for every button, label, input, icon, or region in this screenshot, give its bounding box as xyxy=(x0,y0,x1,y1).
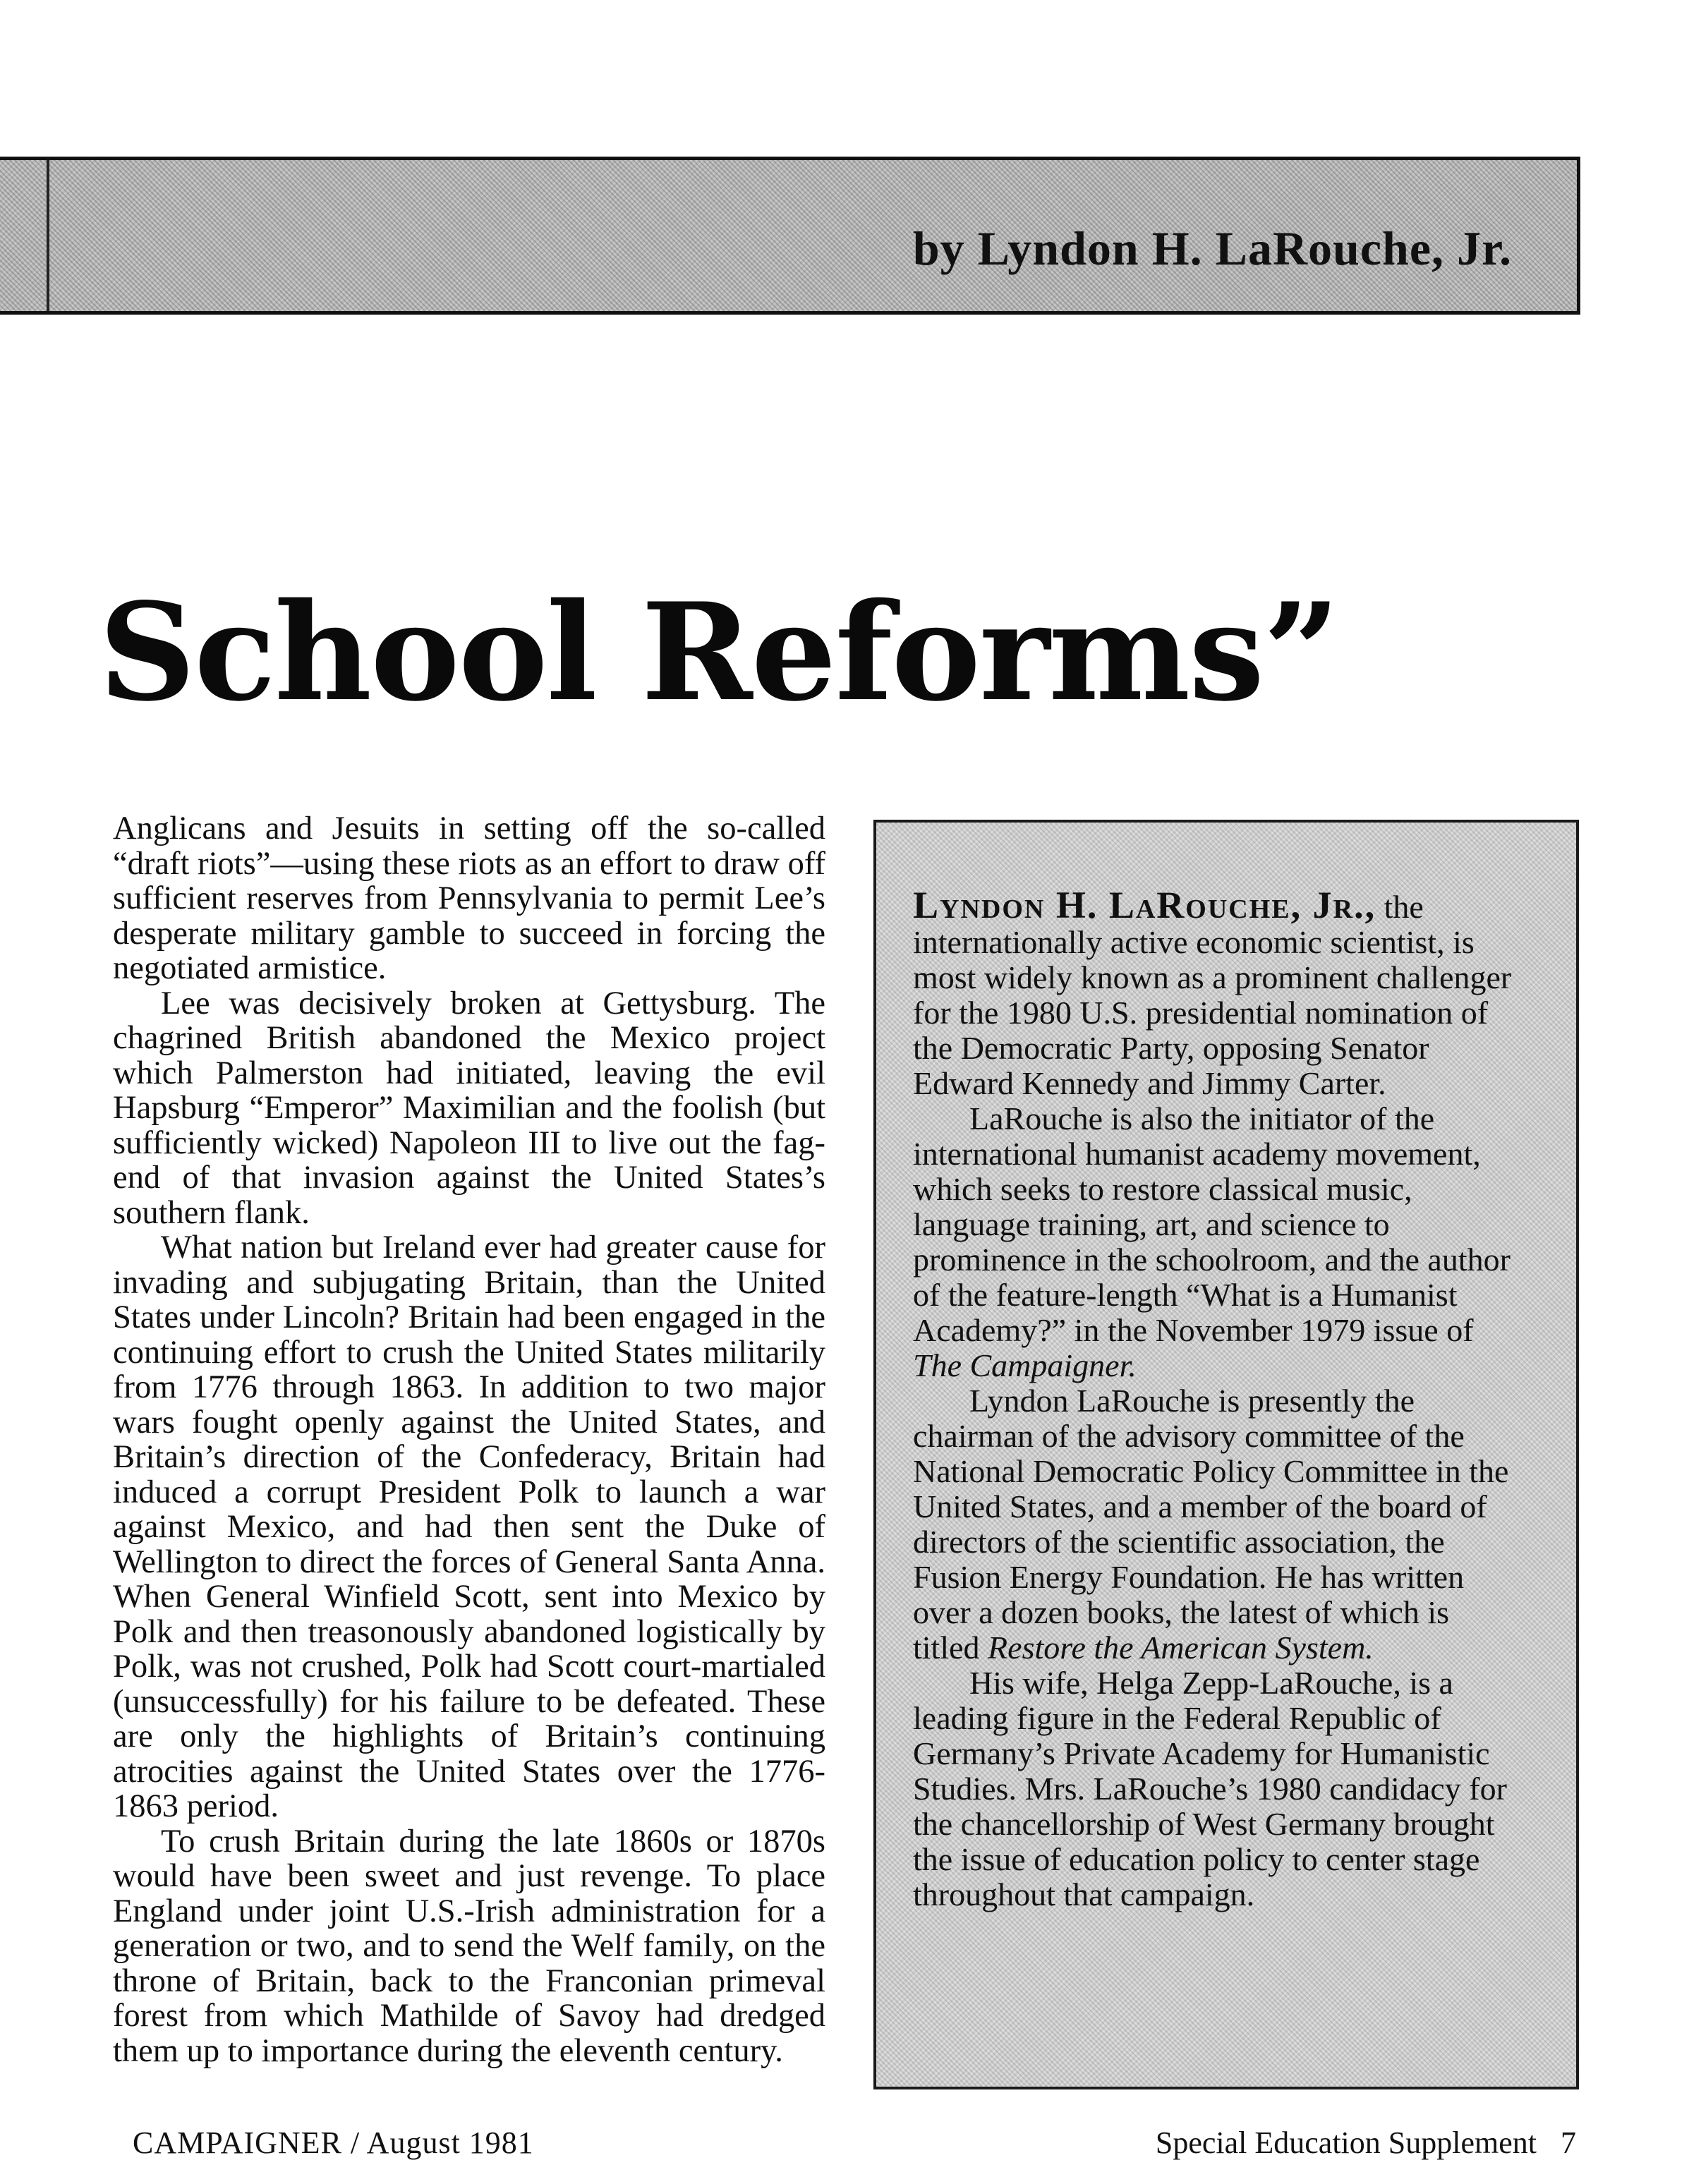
bio-publication-title: The Campaigner. xyxy=(913,1347,1137,1383)
bio-author-name: Lyndon H. LaRouche, Jr., xyxy=(913,884,1376,926)
footer-publication: CAMPAIGNER / August 1981 xyxy=(133,2125,534,2160)
bio-paragraph-text: Lyndon LaRouche is presently the chairman of the advisory committee of the National Democratic Policy Committee in the United States, and a member of the board of directors of the scientific association, the Fusion Energy Foundation. He has written over a dozen books, the latest of which is titled xyxy=(913,1383,1509,1666)
bio-paragraph xyxy=(913,1101,1520,1383)
body-paragraph: Anglicans and Jesuits in setting off the so-called “draft riots”—using these riots as an effort to draw off sufficient reserves from Pennsylvania to permit Lee’s desperate military gamble to succeed in forcing the negotiated armistice. xyxy=(113,811,825,986)
footer-section xyxy=(1156,2125,1576,2161)
body-paragraph: What nation but Ireland ever had greater cause for invading and subjugating Britain, than the United States under Lincoln? Britain had been engaged in the continuing effort to crush the United States militarily from 1776 through 1863. In addition to two major wars fought openly against the United States, and Britain’s direction of the Confederacy, Britain had induced a corrupt President Polk to launch a war against Mexico, and had then sent the Duke of Wellington to direct the forces of General Santa Anna. When General Winfield Scott, sent into Mexico by Polk and then treasonously abandoned logistically by Polk, was not crushed, Polk had Scott court-martialed (unsuccessfully) for his failure to be defeated. These are only the highlights of Britain’s continuing atrocities against the United States over the 1776-1863 period. xyxy=(113,1230,825,1824)
bio-paragraph-text: the internationally active economic scientist, is most widely known as a prominent challenger for the 1980 U.S. presidential nomination of the Democratic Party, opposing Senator Edward Kennedy and Jimmy Carter. xyxy=(913,889,1512,1101)
article-body-column xyxy=(113,811,825,2068)
bio-paragraph xyxy=(913,884,1520,1101)
body-paragraph: Lee was decisively broken at Gettysburg. The chagrined British abandoned the Mexico project which Palmerston had initiated, leaving the evil Hapsburg “Emperor” Maximilian and the foolish (but sufficiently wicked) Napoleon III to live out the fag-end of that invasion against the United States’s southern flank. xyxy=(113,985,825,1231)
article-headline: School Reforms” xyxy=(99,574,1339,731)
byline: by Lyndon H. LaRouche, Jr. xyxy=(912,222,1512,275)
byline-banner xyxy=(0,157,1580,315)
author-bio-box xyxy=(873,820,1579,2089)
page-number: 7 xyxy=(1561,2125,1576,2160)
banner-edge-rule xyxy=(47,160,49,311)
bio-book-title: Restore the American System. xyxy=(988,1630,1374,1666)
bio-paragraph-text: LaRouche is also the initiator of the international humanist academy movement, which seeks to restore classical music, language training, art, and science to prominence in the schoolroom, and the author of the feature-length “What is a Humanist Academy?” in the November 1979 issue of xyxy=(913,1100,1511,1348)
author-bio-text xyxy=(913,884,1520,1912)
bio-paragraph xyxy=(913,1383,1520,1666)
footer-section-title: Special Education Supplement xyxy=(1155,2125,1537,2160)
body-paragraph: To crush Britain during the late 1860s or 1870s would have been sweet and just revenge. To place England under joint U.S.-Irish administration for a generation or two, and to send the Welf family, on the throne of Britain, back to the Franconian primeval forest from which Mathilde of Savoy had dredged them up to importance during the eleventh century. xyxy=(113,1823,825,2069)
bio-paragraph: His wife, Helga Zepp-LaRouche, is a leading figure in the Federal Republic of Germany’s Private Academy for Humanistic Studies. Mrs. LaRouche’s 1980 candidacy for the chancellorship of West Germany brought the issue of education policy to center stage throughout that campaign. xyxy=(913,1665,1507,1912)
